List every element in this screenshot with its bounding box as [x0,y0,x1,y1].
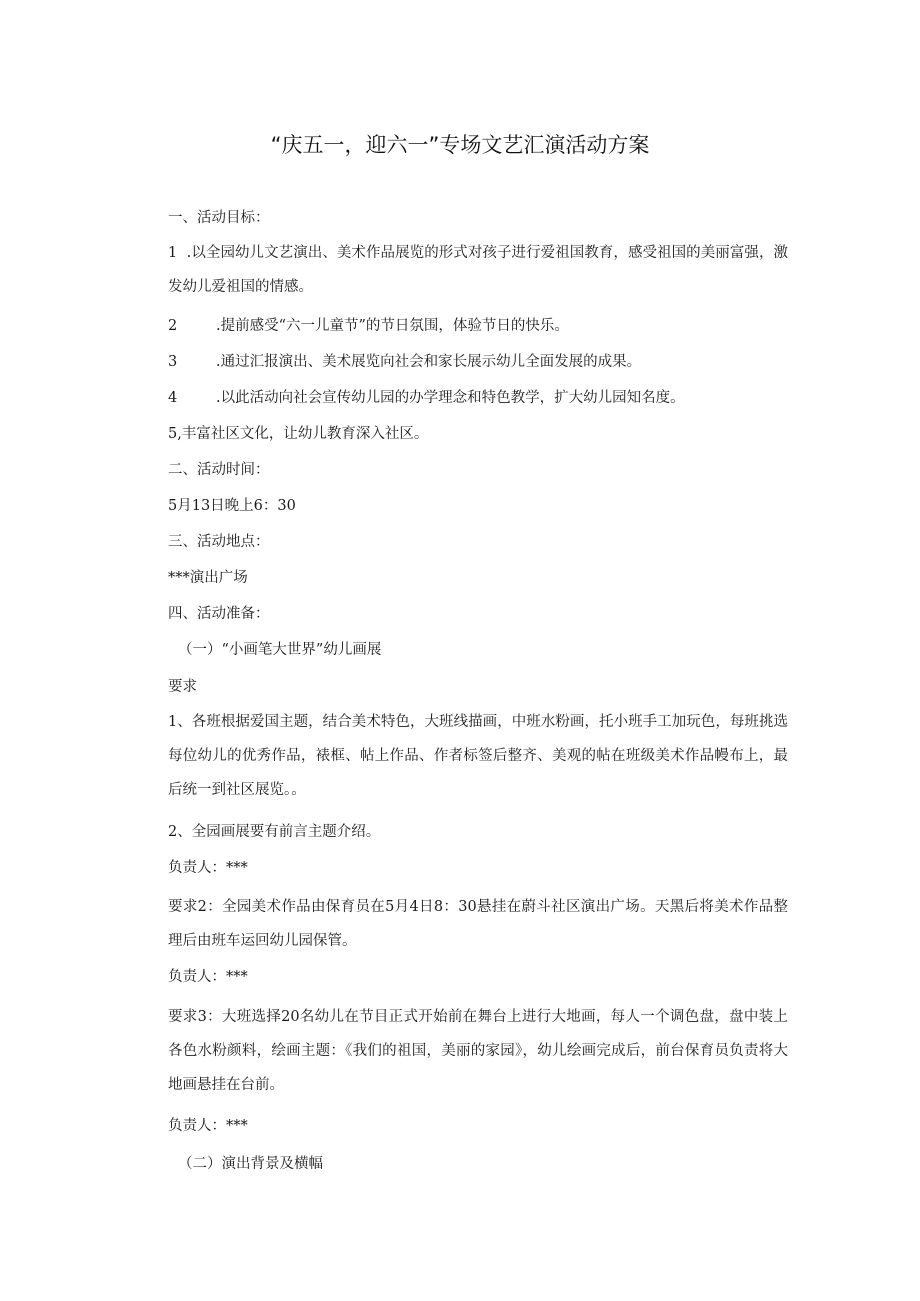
goal-item-2 [168,316,569,336]
prep-section-2-heading: （二）演出背景及横幅 [178,1156,323,1172]
goal-item-4-number: 4 [168,390,178,406]
goal-item-2-text: .提前感受“六一儿童节”的节日氛围，体验节日的快乐。 [216,318,569,334]
requirement-c: 要求3：大班选择20名幼儿在节目正式开始前在舞台上进行大地画，每人一个调色盘，盘中装上各色水粉颜料，绘画主题：《我们的祖国，美丽的家园》，幼儿绘画完成后，前台保育员负责将大地画悬挂在台前。 [168,1009,788,1093]
goal-item-4-text: .以此活动向社会宣传幼儿园的办学理念和特色教学，扩大幼儿园知名度。 [216,390,685,406]
person-in-charge-3: 负责人：*** [168,1118,248,1134]
goal-heading: 一、活动目标： [168,210,270,226]
time-heading: 二、活动时间： [168,462,270,478]
goal-item-1-text: .以全园幼儿文艺演出、美术作品展览的形式对孩子进行爱祖国教育，感受祖国的美丽富强，激发幼儿爱祖国的情感。 [168,245,789,295]
goal-item-5: 5,丰富社区文化，让幼儿教育深入社区。 [168,426,429,442]
requirement-1: 1、各班根据爱国主题，结合美术特色，大班线描画，中班水粉画，托小班手工加玩色，每班挑选每位幼儿的优秀作品，裱框、帖上作品、作者标签后整齐、美观的帖在班级美术作品幔布上，最后统一到社区展览。。 [168,714,788,798]
place-heading: 三、活动地点： [168,534,270,550]
time-text: 5月13日晚上6：30 [168,498,296,514]
goal-item-2-number: 2 [168,318,178,334]
requirement-label: 要求 [168,679,197,695]
goal-item-4 [168,388,685,408]
goal-item-3-text: .通过汇报演出、美术展览向社会和家长展示幼儿全面发展的成果。 [216,354,642,370]
place-text: ***演出广场 [168,570,248,586]
goal-item-3-number: 3 [168,354,178,370]
goal-item-1 [168,236,788,304]
prep-heading: 四、活动准备： [168,606,270,622]
goal-item-3 [168,352,641,372]
goal-item-1-number: 1 [168,245,178,261]
person-in-charge-2: 负责人：*** [168,969,248,985]
requirement-2: 2、全园画展要有前言主题介绍。 [168,824,381,840]
document-title: “庆五一，迎六一”专场文艺汇演活动方案 [270,133,650,157]
prep-section-1-heading: （一）“小画笔大世界”幼儿画展 [178,642,382,658]
person-in-charge-1: 负责人：*** [168,860,248,876]
requirement-b: 要求2：全园美术作品由保育员在5月4日8：30悬挂在蔚斗社区演出广场。天黑后将美术作品整理后由班车运回幼儿园保管。 [168,899,788,949]
